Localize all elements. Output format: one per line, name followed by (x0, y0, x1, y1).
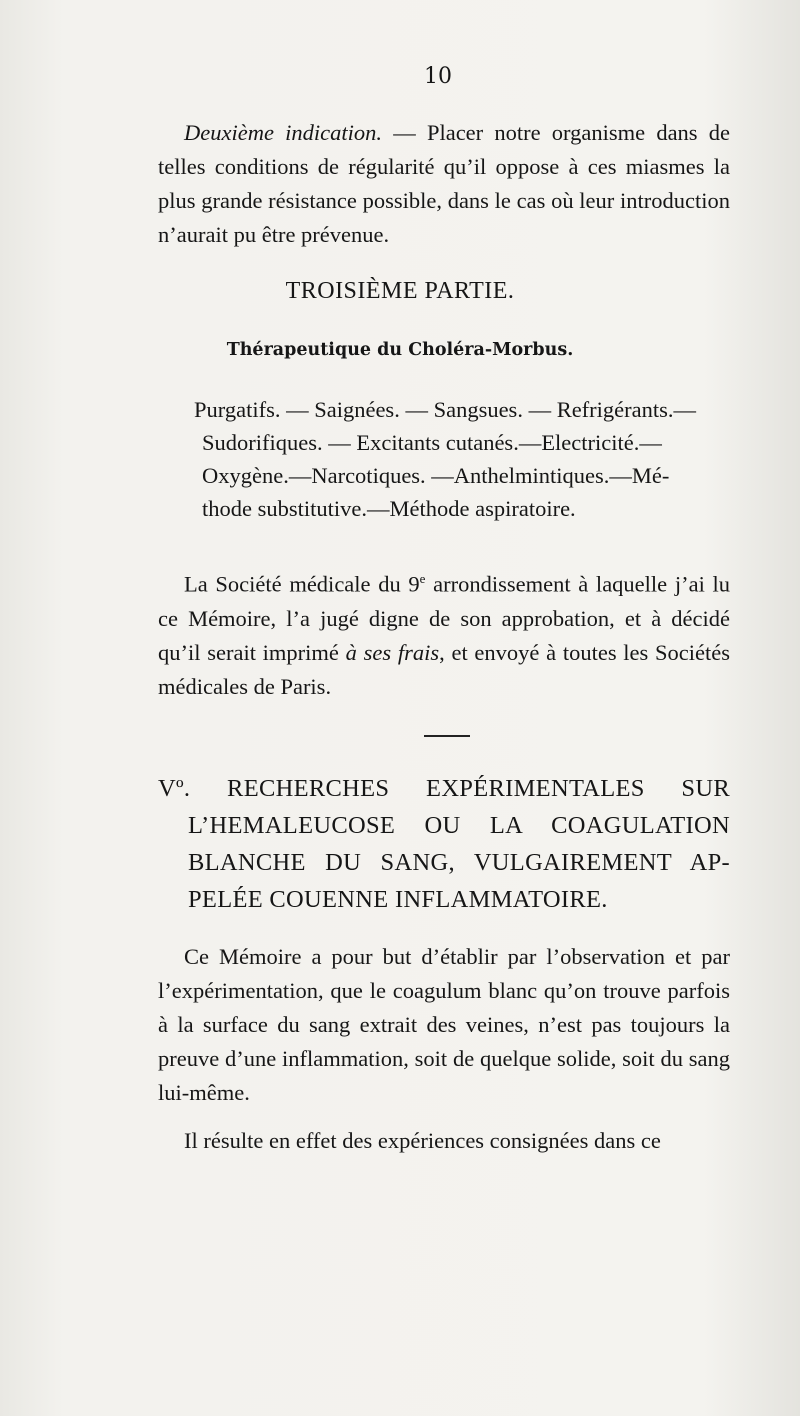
societe-text-end: , et envoyé à toutes les Sociétés médicales de Paris. (158, 639, 730, 699)
section-heading-line: L’HEMALEUCOSE OU LA COAGULATION (188, 812, 730, 839)
remedies-line: thode substitutive.—Méthode aspiratoire. (202, 496, 576, 521)
paragraph-societe-medicale (158, 562, 730, 704)
separator-rule (424, 735, 470, 737)
remedies-line: Oxygène.—Narcotiques. —Anthelmintiques.—Mé- (202, 463, 670, 488)
societe-italic: à ses frais (345, 639, 440, 665)
indication-text: — Placer notre organisme dans de telles conditions de régularité qu’il oppose à ces miasmes la plus grande résistance possible, dans le cas où leur introduction n’aurait pu être prévenue. (158, 120, 731, 247)
part-subtitle: Thérapeutique du Choléra-Morbus. (226, 340, 574, 360)
section-heading-line: BLANCHE DU SANG, VULGAIREMENT AP- (188, 849, 730, 876)
section-heading-line: Vº. RECHERCHES EXPÉRIMENTALES SUR (158, 775, 730, 802)
part-title: TROISIÈME PARTIE. (285, 278, 515, 304)
remedies-list (184, 393, 730, 525)
paragraph-memoire: Ce Mémoire a pour but d’établir par l’observation et par l’expérimentation, que le coagulum blanc qu’on trouve parfois à la surface du sang extrait des veines, n’est pas toujours la preuve d’une inflammation, soit de quelque solide, soit du sang lui-même. (158, 944, 730, 1105)
societe-text-start: La Société médicale du 9 (184, 571, 420, 597)
page-number: 10 (424, 64, 452, 89)
societe-text-middle: arrondissement à laquelle j’ai lu ce Mémoire, l’a jugé digne de son approbation, et à décidé qu’il serait imprimé (158, 571, 731, 665)
remedies-line: Purgatifs. — Saignées. — Sangsues. — Refrigérants.— (194, 397, 697, 422)
section-heading-line: PELÉE COUENNE INFLAMMATOIRE. (188, 886, 608, 913)
section-heading (158, 770, 730, 918)
paragraph-il-resulte: Il résulte en effet des expériences consignées dans ce (184, 1128, 661, 1153)
remedies-line: Sudorifiques. — Excitants cutanés.—Electricité.— (202, 430, 662, 455)
superscript: e (419, 571, 426, 586)
paragraph-deuxieme-indication (158, 116, 730, 252)
indication-label: Deuxième indication. (184, 120, 383, 145)
